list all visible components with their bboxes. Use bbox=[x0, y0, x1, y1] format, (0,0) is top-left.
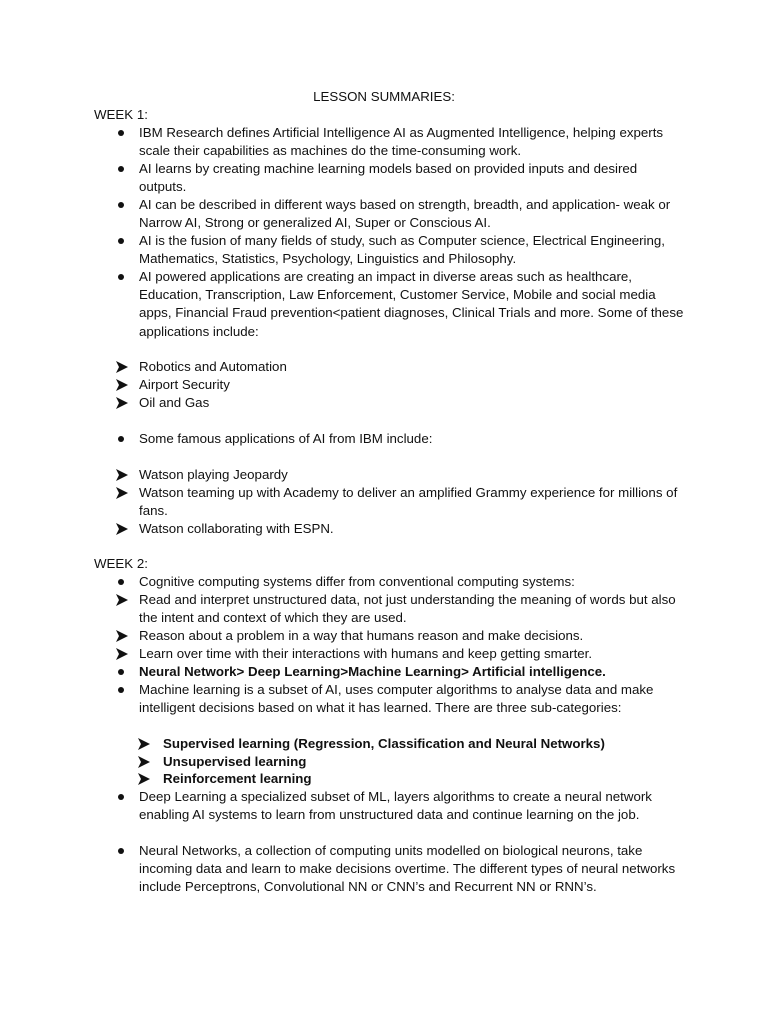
bullet-dot-icon bbox=[115, 160, 131, 178]
arrow-bullet-icon bbox=[115, 484, 131, 502]
neural-networks-bullet: Neural Networks, a collection of computing units modelled on biological neurons, take incoming data and learn to make decisions overtime. The different types of neural networks include Perceptrons, Convolutional NN or CNN’s and Recurrent NN or RNN’s. bbox=[139, 842, 684, 897]
bullet-dot-icon bbox=[115, 573, 131, 591]
application-item: Oil and Gas bbox=[139, 394, 684, 412]
application-item: Robotics and Automation bbox=[139, 358, 684, 376]
bullet-dot-icon bbox=[115, 268, 131, 286]
cognitive-point: Reason about a problem in a way that humans reason and make decisions. bbox=[139, 627, 684, 645]
arrow-bullet-icon bbox=[115, 520, 131, 538]
bullet-dot-icon bbox=[115, 788, 131, 806]
ml-category-item: Supervised learning (Regression, Classification and Neural Networks) bbox=[163, 735, 708, 753]
bullet-dot-icon bbox=[115, 232, 131, 250]
ibm-application-item: Watson teaming up with Academy to deliver an amplified Grammy experience for millions of fans. bbox=[139, 484, 684, 520]
ibm-applications-intro: Some famous applications of AI from IBM include: bbox=[139, 430, 684, 448]
ibm-application-item: Watson playing Jeopardy bbox=[139, 466, 684, 484]
bullet-dot-icon bbox=[115, 842, 131, 860]
arrow-bullet-icon bbox=[115, 358, 131, 376]
bullet-dot-icon bbox=[115, 124, 131, 142]
week-1-bullet: AI can be described in different ways based on strength, breadth, and application- weak or Narrow AI, Strong or generalized AI, Super or Conscious AI. bbox=[139, 196, 684, 232]
ml-category-item: Reinforcement learning bbox=[163, 770, 708, 788]
cognitive-point: Read and interpret unstructured data, not just understanding the meaning of words but also the intent and context of which they are used. bbox=[139, 591, 684, 627]
week-2-bullet: Cognitive computing systems differ from conventional computing systems: bbox=[139, 573, 684, 591]
ai-hierarchy-bullet: Neural Network> Deep Learning>Machine Learning> Artificial intelligence. bbox=[139, 663, 684, 681]
week-1-heading: WEEK 1: bbox=[94, 107, 148, 122]
arrow-bullet-icon bbox=[137, 753, 153, 771]
document-title: LESSON SUMMARIES: bbox=[313, 89, 455, 104]
arrow-bullet-icon bbox=[115, 645, 131, 663]
bullet-dot-icon bbox=[115, 663, 131, 681]
arrow-bullet-icon bbox=[115, 376, 131, 394]
cognitive-point: Learn over time with their interactions with humans and keep getting smarter. bbox=[139, 645, 684, 663]
week-1-bullet: AI powered applications are creating an impact in diverse areas such as healthcare, Education, Transcription, Law Enforcement, Customer Service, Mobile and social media apps, Financial Fraud prevention<patient diagnoses, Clinical Trials and more. Some of these applications include: bbox=[139, 268, 684, 341]
deep-learning-bullet: Deep Learning a specialized subset of ML, layers algorithms to create a neural network enabling AI systems to learn from unstructured data and continue learning on the job. bbox=[139, 788, 684, 824]
arrow-bullet-icon bbox=[115, 591, 131, 609]
machine-learning-bullet: Machine learning is a subset of AI, uses computer algorithms to analyse data and make intelligent decisions based on what it has learned. There are three sub-categories: bbox=[139, 681, 684, 717]
arrow-bullet-icon bbox=[137, 735, 153, 753]
ibm-application-item: Watson collaborating with ESPN. bbox=[139, 520, 684, 538]
week-1-bullet: AI is the fusion of many fields of study, such as Computer science, Electrical Engineering, Mathematics, Statistics, Psychology, Linguistics and Philosophy. bbox=[139, 232, 684, 268]
week-1-bullet: IBM Research defines Artificial Intelligence AI as Augmented Intelligence, helping experts scale their capabilities as machines do the time-consuming work. bbox=[139, 124, 684, 160]
bullet-dot-icon bbox=[115, 196, 131, 214]
arrow-bullet-icon bbox=[137, 770, 153, 788]
application-item: Airport Security bbox=[139, 376, 684, 394]
arrow-bullet-icon bbox=[115, 394, 131, 412]
bullet-dot-icon bbox=[115, 430, 131, 448]
week-2-heading: WEEK 2: bbox=[94, 556, 148, 571]
bullet-dot-icon bbox=[115, 681, 131, 699]
arrow-bullet-icon bbox=[115, 466, 131, 484]
week-1-bullet: AI learns by creating machine learning models based on provided inputs and desired outputs. bbox=[139, 160, 684, 196]
arrow-bullet-icon bbox=[115, 627, 131, 645]
ml-category-item: Unsupervised learning bbox=[163, 753, 708, 771]
